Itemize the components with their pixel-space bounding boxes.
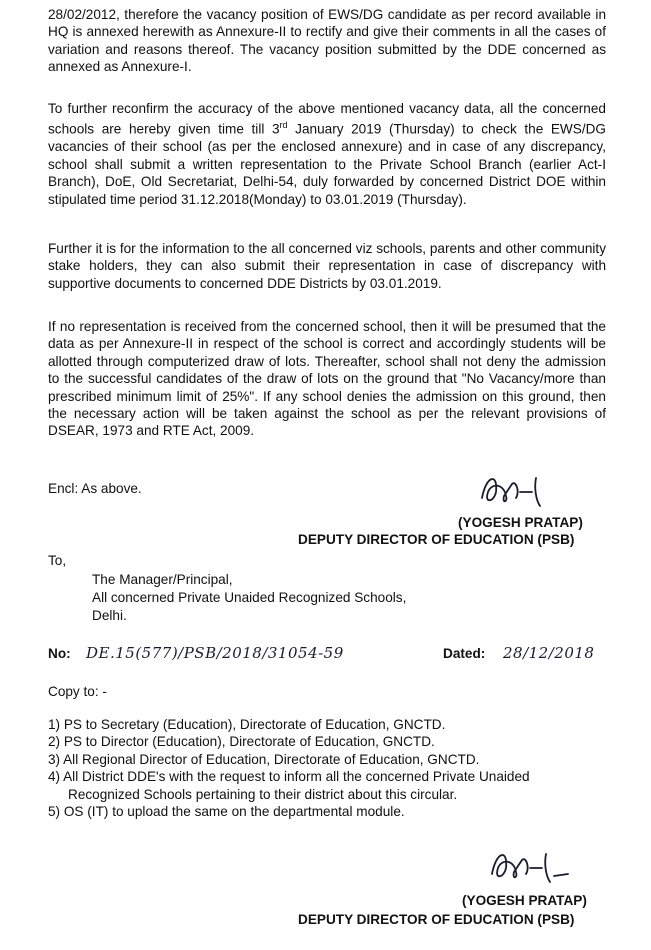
list-item: Recognized Schools pertaining to their district about this circular. — [68, 786, 458, 802]
dated-label: Dated: — [443, 646, 486, 661]
addressee-label: To, — [48, 553, 67, 568]
signatory-bottom-name: (YOGESH PRATAP) — [462, 893, 587, 908]
copy-to-label: Copy to: - — [48, 684, 107, 699]
paragraph-reconfirm — [48, 100, 606, 208]
dated-value: 28/12/2018 — [503, 644, 595, 662]
list-item: 5) OS (IT) to upload the same on the departmental module. — [48, 804, 405, 820]
paragraph-text: To further reconfirm the accuracy of the above mentioned vacancy data, all the concerned schools are hereby given time till 3rd January 2019 (Thursday) to check the EWS/DG vacancies of their school (as per the enclosed annexure) and in case of any discrepancy, school shall submit a written representation to the Private School Branch (earlier Act-I Branch), DoE, Old Secretariat, Delhi-54, duly forwarded by concerned District DOE within stipulated time period 31.12.2018(Monday) to 03.01.2019 (Thursday). — [48, 101, 606, 207]
signatory-bottom-designation: DEPUTY DIRECTOR OF EDUCATION (PSB) — [298, 912, 575, 927]
paragraph-text: If no representation is received from the concerned school, then it will be presumed that the data as per Annexure-II in respect of the school is correct and accordingly students will be allotted through computerized draw of lots. Thereafter, school shall not deny the admission to the successful candidates of the draw of lots on the ground that "No Vacancy/more than prescribed minimum limit of 25%". If any school denies the admission on this ground, then the necessary action will be taken against the school as per the relevant provisions of DSEAR, 1973 and RTE Act, 2009. — [48, 319, 606, 439]
signatory-top-name: (YOGESH PRATAP) — [458, 515, 583, 530]
list-item: 2) PS to Director (Education), Directorate of Education, GNCTD. — [48, 734, 435, 750]
reference-no-value: DE.15(577)/PSB/2018/31054-59 — [86, 644, 344, 662]
list-item: 1) PS to Secretary (Education), Directorate of Education, GNCTD. — [48, 717, 446, 732]
enclosure-note: Encl: As above. — [48, 481, 142, 496]
copy-to-list — [48, 716, 608, 820]
signature-top-icon — [476, 462, 566, 514]
paragraph-stakeholders — [48, 240, 606, 292]
superscript-rd: rd — [279, 120, 288, 131]
paragraph-no-representation — [48, 318, 606, 440]
paragraph-text: Further it is for the information to the all concerned viz schools, parents and other community stake holders, they can also submit their representation in case of discrepancy with supportive documents to concerned DDE Districts by 03.01.2019. — [48, 241, 606, 291]
addressee-line-1: The Manager/Principal, — [92, 572, 233, 587]
addressee-line-3: Delhi. — [92, 608, 127, 623]
paragraph-text: 28/02/2012, therefore the vacancy position of EWS/DG candidate as per record available in HQ is annexed herewith as Annexure-II to rectify and give their comments in all the cases of variation and reasons thereof. The vacancy position submitted by the DDE concerned as annexed as Annexure-I. — [48, 7, 606, 75]
addressee-line-2: All concerned Private Unaided Recognized Schools, — [92, 590, 407, 605]
list-item: 3) All Regional Director of Education, Directorate of Education, GNCTD. — [48, 751, 480, 767]
reference-no-label: No: — [48, 646, 71, 661]
signature-bottom-icon — [484, 836, 576, 890]
list-item: 4) All District DDE's with the request to inform all the concerned Private Unaided — [48, 769, 530, 785]
signatory-top-designation: DEPUTY DIRECTOR OF EDUCATION (PSB) — [298, 532, 575, 547]
paragraph-vacancy-position — [48, 6, 606, 76]
